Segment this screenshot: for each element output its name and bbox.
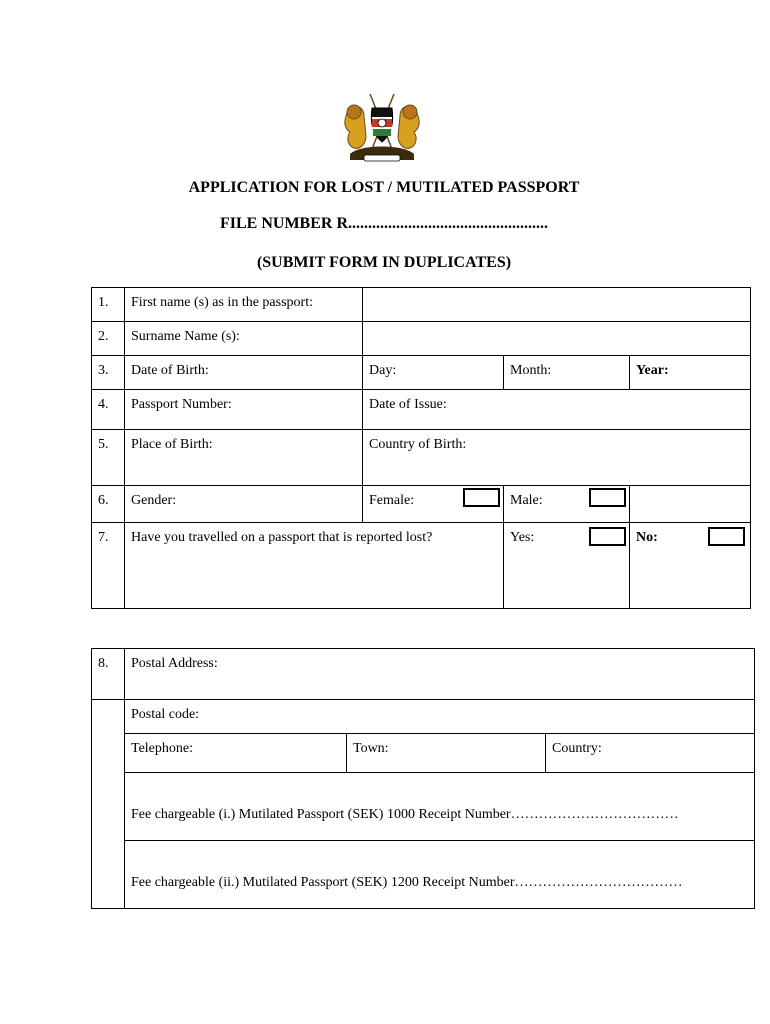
coat-of-arms-logo bbox=[340, 92, 424, 166]
male-label: Male: bbox=[510, 493, 543, 508]
row-number: 6. bbox=[92, 486, 125, 523]
table-row bbox=[92, 734, 755, 773]
table-row bbox=[92, 356, 751, 390]
table-row bbox=[92, 773, 755, 841]
row-number: 7. bbox=[92, 523, 125, 609]
date-of-issue-field[interactable]: Date of Issue: bbox=[363, 390, 751, 430]
table-row bbox=[92, 430, 751, 486]
dob-month-field[interactable]: Month: bbox=[504, 356, 630, 390]
yes-option bbox=[504, 523, 630, 609]
telephone-field[interactable]: Telephone: bbox=[125, 734, 347, 773]
gender-empty-cell bbox=[630, 486, 751, 523]
yes-label: Yes: bbox=[510, 530, 535, 545]
postal-address-field[interactable]: Postal Address: bbox=[125, 649, 755, 700]
surname-label: Surname Name (s): bbox=[125, 322, 363, 356]
place-of-birth-label: Place of Birth: bbox=[125, 430, 363, 486]
table-row bbox=[92, 649, 755, 700]
fee-mutilated-1000[interactable]: Fee chargeable (i.) Mutilated Passport (SEK) 1000 Receipt Number……………………………… bbox=[125, 773, 755, 841]
fee-mutilated-1200[interactable]: Fee chargeable (ii.) Mutilated Passport (SEK) 1200 Receipt Number……………………………… bbox=[125, 841, 755, 909]
file-number: FILE NUMBER R.................................................. bbox=[219, 215, 548, 232]
passport-number-label: Passport Number: bbox=[125, 390, 363, 430]
gender-label: Gender: bbox=[125, 486, 363, 523]
table-row bbox=[92, 841, 755, 909]
female-checkbox[interactable] bbox=[463, 488, 500, 507]
form-title: APPLICATION FOR LOST / MUTILATED PASSPORT bbox=[188, 179, 580, 196]
table-row bbox=[92, 523, 751, 609]
male-option bbox=[504, 486, 630, 523]
yes-checkbox[interactable] bbox=[589, 527, 626, 546]
row-number-blank bbox=[92, 700, 125, 909]
dob-day-field[interactable]: Day: bbox=[363, 356, 504, 390]
male-checkbox[interactable] bbox=[589, 488, 626, 507]
town-field[interactable]: Town: bbox=[347, 734, 546, 773]
table-row bbox=[92, 700, 755, 734]
row-number: 3. bbox=[92, 356, 125, 390]
table-row bbox=[92, 288, 751, 322]
row-number: 5. bbox=[92, 430, 125, 486]
submit-instruction: (SUBMIT FORM IN DUPLICATES) bbox=[256, 254, 512, 271]
applicant-details-table bbox=[91, 287, 751, 609]
travelled-lost-question: Have you travelled on a passport that is reported lost? bbox=[125, 523, 504, 609]
row-number: 8. bbox=[92, 649, 125, 700]
dob-year-field[interactable]: Year: bbox=[630, 356, 751, 390]
no-option bbox=[630, 523, 751, 609]
no-label: No: bbox=[636, 530, 658, 545]
country-field[interactable]: Country: bbox=[546, 734, 755, 773]
row-number: 1. bbox=[92, 288, 125, 322]
row-number: 4. bbox=[92, 390, 125, 430]
postal-code-field[interactable]: Postal code: bbox=[125, 700, 755, 734]
female-label: Female: bbox=[369, 493, 415, 508]
dob-label: Date of Birth: bbox=[125, 356, 363, 390]
address-fees-table bbox=[91, 648, 755, 909]
no-checkbox[interactable] bbox=[708, 527, 745, 546]
country-of-birth-field[interactable]: Country of Birth: bbox=[363, 430, 751, 486]
first-name-field[interactable] bbox=[363, 288, 751, 322]
table-row bbox=[92, 390, 751, 430]
female-option bbox=[363, 486, 504, 523]
table-row bbox=[92, 486, 751, 523]
first-name-label: First name (s) as in the passport: bbox=[125, 288, 363, 322]
surname-field[interactable] bbox=[363, 322, 751, 356]
table-row bbox=[92, 322, 751, 356]
row-number: 2. bbox=[92, 322, 125, 356]
